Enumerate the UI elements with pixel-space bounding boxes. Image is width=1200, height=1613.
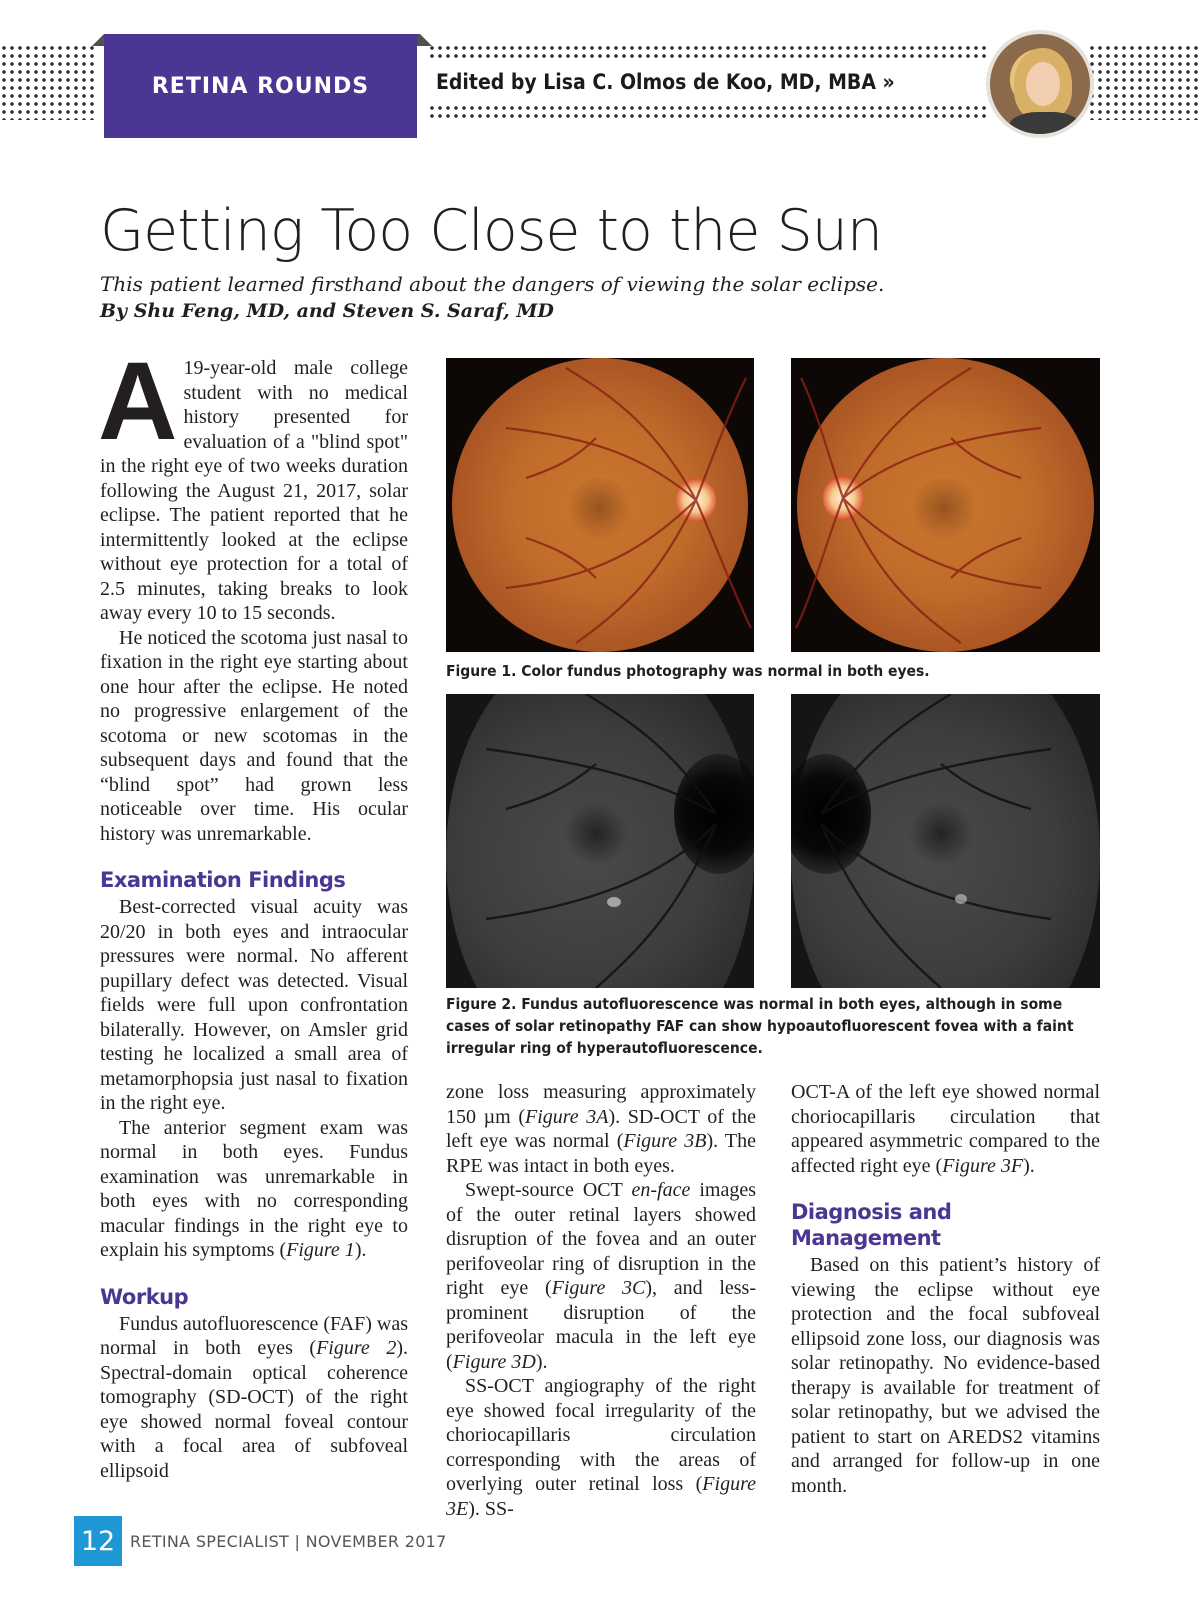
figure-1-fundus-left-eye [791, 358, 1100, 652]
header-dot-pattern-right [1088, 44, 1200, 120]
heading-workup: Workup [100, 1284, 189, 1309]
heading-diagnosis-and-management: Diagnosis and Management [791, 1200, 952, 1250]
figure-2-faf-left-eye [791, 694, 1100, 988]
figure-1-caption: Figure 1. Color fundus photography was normal in both eyes. [446, 662, 930, 680]
text-column-1 [98, 340, 409, 1483]
section-tab [104, 34, 417, 138]
figure-2-caption: Figure 2. Fundus autofluorescence was normal in both eyes, although in some cases of solar retinopathy FAF can show hypoautofluorescent fovea with a faint irregular ring of hyperautofluorescence. [446, 995, 1074, 1057]
text-column-3 [791, 1080, 1100, 1498]
editor-credit: Edited by Lisa C. Olmos de Koo, MD, MBA » [436, 70, 895, 94]
col2-paragraph-2: Swept-source OCT en-face images of the outer retinal layers showed disruption of the fovea and an outer perifoveolar ring of disruption in the right eye (Figure 3C), and less-prominent disruption of the perifoveolar macula in the left eye (Figure 3D). [446, 1179, 757, 1373]
diagnosis-paragraph-1: Based on this patient’s history of viewing the eclipse without eye protection and the focal subfoveal ellipsoid zone loss, our diagnosis was solar retinopathy. No evidence-based therapy is available for treatment of solar retinopathy, but we advised the patient to start on AREDS2 vitamins and arranged for follow-up in one month. [791, 1254, 1100, 1497]
figure-2-faf-right-eye [446, 694, 754, 988]
article-title: Getting Too Close to the Sun [100, 198, 883, 264]
exam-paragraph-1: Best-corrected visual acuity was 20/20 in both eyes and intraocular pressures were normal. No afferent pupillary defect was detected. Visual fields were full upon confrontation bilaterally. However, on Amsler grid testing he localized a small area of metamorphopsia just nasal to fixation in the right eye. [100, 896, 408, 1114]
header-dot-pattern-top [428, 44, 988, 62]
col2-paragraph-1: zone loss measuring approximately 150 µm (Figure 3A). SD-OCT of the left eye was normal (Figure 3B). The RPE was intact in both eyes. [446, 1081, 756, 1177]
col3-paragraph-1: OCT-A of the left eye showed normal choriocapillaris circulation that appeared asymmetric compared to the affected right eye (Figure 3F). [791, 1081, 1100, 1177]
intro-paragraph-1: A 19-year-old male college student with no medical history presented for evaluation of a "blind spot" in the right eye of two weeks duration following the August 21, 2017, solar eclipse. The patient reported that he intermittently looked at the eclipse without eye protection for a total of 2.5 minutes, taking breaks to look away every 10 to 15 seconds. [98, 340, 408, 624]
exam-paragraph-2: The anterior segment exam was normal in both eyes. Fundus examination was unremarkable in both eyes with no corresponding macular findings in the right eye to explain his symptoms (Figure 1). [100, 1116, 408, 1261]
drop-cap: A [98, 340, 178, 463]
editor-avatar [986, 30, 1094, 138]
col2-paragraph-3: SS-OCT angiography of the right eye showed focal irregularity of the choriocapillaris circulation corresponding with the areas of overlying outer retinal loss (Figure 3E). SS- [446, 1375, 756, 1520]
article-subtitle: This patient learned firsthand about the dangers of viewing the solar eclipse. [100, 272, 885, 296]
figure-1-fundus-right-eye [446, 358, 754, 652]
page-number: 12 [74, 1516, 122, 1566]
publication-footer: RETINA SPECIALIST | NOVEMBER 2017 [130, 1532, 447, 1551]
section-label: RETINA ROUNDS [151, 73, 370, 99]
header-dot-pattern-left [0, 44, 96, 120]
intro-paragraph-2: He noticed the scotoma just nasal to fixation in the right eye starting about one hour after the eclipse. He noted no progressive enlargement of the scotoma or new scotomas in the subsequent days and found that the “blind spot” had grown less noticeable over time. His ocular history was unremarkable. [100, 626, 408, 845]
heading-examination-findings: Examination Findings [100, 868, 346, 892]
text-column-2 [446, 1080, 756, 1521]
workup-paragraph-1: Fundus autofluorescence (FAF) was normal in both eyes (Figure 2). Spectral-domain optical coherence tomography (SD-OCT) of the right eye showed normal foveal contour with a focal area of subfoveal ellipsoid [100, 1312, 409, 1482]
article-byline: By Shu Feng, MD, and Steven S. Saraf, MD [100, 300, 554, 322]
header-dot-pattern-bottom [428, 104, 988, 122]
